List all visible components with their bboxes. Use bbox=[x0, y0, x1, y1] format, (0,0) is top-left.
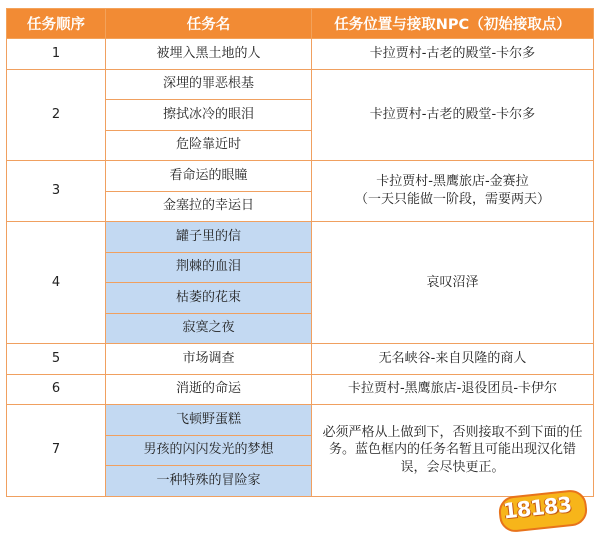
quest-note: 必须严格从上做到下，否则接取不到下面的任务。蓝色框内的任务名暂且可能出现汉化错误，会尽快更正。 bbox=[312, 405, 594, 497]
quest-name-highlighted: 荆棘的血泪 bbox=[106, 252, 312, 283]
header-order: 任务顺序 bbox=[7, 9, 106, 39]
table-row bbox=[7, 222, 594, 253]
table-row bbox=[7, 344, 594, 375]
quest-name-highlighted: 飞顿野蛋糕 bbox=[106, 405, 312, 436]
quest-name: 被埋入黑土地的人 bbox=[106, 39, 312, 70]
quest-name: 危险靠近时 bbox=[106, 130, 312, 161]
quest-name: 市场调查 bbox=[106, 344, 312, 375]
logo-text: 18183 bbox=[501, 492, 573, 524]
quest-name-highlighted: 枯萎的花束 bbox=[106, 283, 312, 314]
quest-name: 消逝的命运 bbox=[106, 374, 312, 405]
quest-number: 4 bbox=[7, 222, 106, 344]
quest-location: 卡拉贾村-黑鹰旅店-退役团员-卡伊尔 bbox=[312, 374, 594, 405]
table-row bbox=[7, 374, 594, 405]
quest-name-highlighted: 罐子里的信 bbox=[106, 222, 312, 253]
table-row bbox=[7, 69, 594, 100]
quest-location-line: 卡拉贾村-黑鹰旅店-金赛拉 bbox=[376, 174, 529, 190]
quest-number: 5 bbox=[7, 344, 106, 375]
quest-number: 6 bbox=[7, 374, 106, 405]
table-row bbox=[7, 405, 594, 436]
quest-number: 3 bbox=[7, 161, 106, 222]
quest-name: 擦拭冰冷的眼泪 bbox=[106, 100, 312, 131]
quest-location: 无名峡谷-来自贝隆的商人 bbox=[312, 344, 594, 375]
site-logo bbox=[493, 487, 589, 533]
quest-number: 2 bbox=[7, 69, 106, 161]
table-row bbox=[7, 39, 594, 70]
quest-name-highlighted: 男孩的闪闪发光的梦想 bbox=[106, 435, 312, 466]
quest-location: 卡拉贾村-古老的殿堂-卡尔多 bbox=[312, 69, 594, 161]
quest-number: 1 bbox=[7, 39, 106, 70]
quest-location: 哀叹沼泽 bbox=[312, 222, 594, 344]
quest-name: 深埋的罪恶根基 bbox=[106, 69, 312, 100]
quest-name: 金塞拉的幸运日 bbox=[106, 191, 312, 222]
header-row bbox=[7, 9, 594, 39]
quest-location bbox=[312, 161, 594, 222]
quest-table bbox=[6, 8, 594, 497]
header-location-npc: 任务位置与接取NPC（初始接取点） bbox=[312, 9, 594, 39]
quest-name: 看命运的眼瞳 bbox=[106, 161, 312, 192]
quest-name-highlighted: 一种特殊的冒险家 bbox=[106, 466, 312, 497]
header-quest-name: 任务名 bbox=[106, 9, 312, 39]
quest-number: 7 bbox=[7, 405, 106, 497]
quest-location: 卡拉贾村-古老的殿堂-卡尔多 bbox=[312, 39, 594, 70]
table-row bbox=[7, 161, 594, 192]
quest-location-note: （一天只能做一阶段，需要两天） bbox=[354, 192, 550, 207]
quest-name-highlighted: 寂寞之夜 bbox=[106, 313, 312, 344]
